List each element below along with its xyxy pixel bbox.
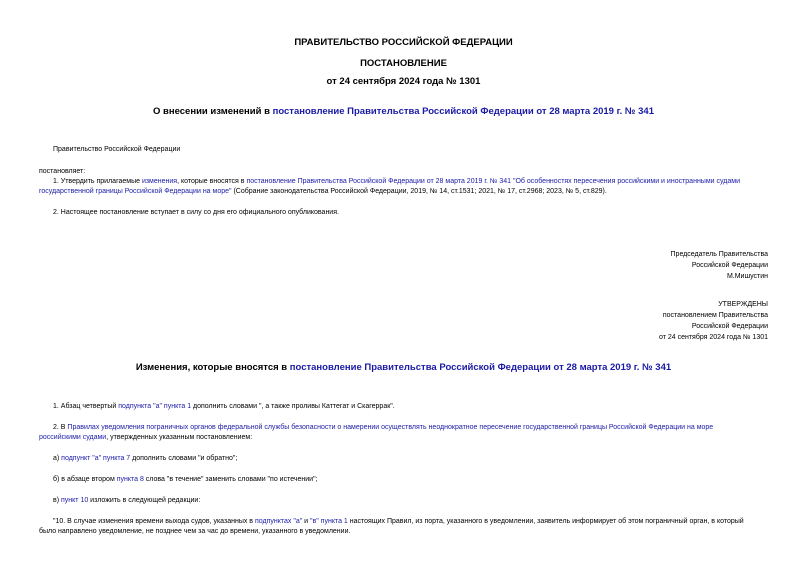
approved-date: от 24 сентября 2024 года № 1301 bbox=[658, 334, 768, 341]
paragraph-1-cont bbox=[39, 187, 768, 197]
document-date-number: от 24 сентября 2024 года № 1301 bbox=[326, 76, 481, 87]
c2-text-a: 2. В bbox=[53, 424, 68, 431]
c6-text-b: и bbox=[302, 518, 311, 525]
approved-label: УТВЕРЖДЕНЫ bbox=[718, 301, 768, 308]
resolution-341-link-cont[interactable]: государственной границы Российской Федерации на море" bbox=[39, 188, 232, 195]
c1-text-b: дополнить словами ", а также проливы Каттегат и Скагеррак". bbox=[191, 403, 395, 410]
paragraph-1 bbox=[53, 177, 768, 187]
p1-text-c: (Собрание законодательства Российской Федерации, 2019, № 14, ст.1531; 2021, № 17, ст.2968; 2023, № 5, ст.829). bbox=[231, 188, 607, 195]
change-2 bbox=[53, 423, 768, 433]
resolves-label: постановляет: bbox=[39, 168, 86, 175]
changes-title-link[interactable]: постановление Правительства Российской Федерации от 28 марта 2019 г. № 341 bbox=[289, 362, 672, 373]
signature-name: М.Мишустин bbox=[726, 273, 768, 280]
title-link[interactable]: постановление Правительства Российской Федерации от 28 марта 2019 г. № 341 bbox=[272, 106, 654, 117]
change-4 bbox=[53, 475, 318, 485]
subpoint-v-point-1-link[interactable]: "в" пункта 1 bbox=[310, 518, 348, 525]
title-prefix: О внесении изменений в bbox=[153, 106, 273, 117]
p1-text-b: , которые вносятся в bbox=[177, 178, 247, 185]
resolution-341-link[interactable]: постановление Правительства Российской Федерации от 28 марта 2019 г. № 341 "Об особенностях пересечения российскими и иностранными судами bbox=[246, 178, 740, 185]
changes-title bbox=[0, 362, 807, 373]
document-type: ПОСТАНОВЛЕНИЕ bbox=[360, 58, 447, 69]
change-6 bbox=[53, 517, 768, 527]
c4-text-a: б) в абзаце втором bbox=[53, 476, 117, 483]
change-1 bbox=[53, 402, 395, 412]
signature-org: Российской Федерации bbox=[691, 262, 768, 269]
change-5 bbox=[53, 496, 200, 506]
issuer: Правительство Российской Федерации bbox=[53, 146, 181, 153]
c5-text-b: изложить в следующей редакции: bbox=[88, 497, 201, 504]
c2-text-b: , утвержденных указанным постановлением: bbox=[106, 434, 253, 441]
c3-text-b: дополнить словами "и обратно"; bbox=[130, 455, 238, 462]
c1-text-a: 1. Абзац четвертый bbox=[53, 403, 119, 410]
approved-org: Российской Федерации bbox=[691, 323, 768, 330]
rules-link-cont[interactable]: российскими судами bbox=[39, 434, 107, 441]
change-2-cont bbox=[39, 433, 252, 443]
c4-text-b: слова "в течение" заменить словами "по истечении"; bbox=[143, 476, 318, 483]
c5-text-a: в) bbox=[53, 497, 61, 504]
changes-title-prefix: Изменения, которые вносятся в bbox=[135, 362, 290, 373]
document-title bbox=[0, 106, 807, 117]
c3-text-a: а) bbox=[53, 455, 62, 462]
approved-by: постановлением Правительства bbox=[662, 312, 768, 319]
subpoints-a-link[interactable]: подпунктах "а" bbox=[254, 518, 303, 525]
subpoint-a-point-1-link[interactable]: подпункта "а" пункта 1 bbox=[118, 403, 192, 410]
c6-text-a: "10. В случае изменения времени выхода судов, указанных в bbox=[53, 518, 255, 525]
p1-text-a: 1. Утвердить прилагаемые bbox=[53, 178, 142, 185]
rules-link[interactable]: Правилах уведомления пограничных органов федеральной службы безопасности о намерении осуществлять неоднократное пересечение государственной границы Российской Федерации на море bbox=[67, 424, 714, 431]
paragraph-2: 2. Настоящее постановление вступает в силу со дня его официального опубликования. bbox=[53, 209, 339, 216]
change-6-cont: было направлено уведомление, не позднее чем за час до времени, указанного в уведомлении. bbox=[39, 528, 351, 535]
c6-text-c: настоящих Правил, из порта, указанного в уведомлении, заявитель информирует об этом пограничный орган, в который bbox=[347, 518, 744, 525]
signature-title: Председатель Правительства bbox=[670, 251, 768, 258]
signature-block bbox=[671, 249, 768, 282]
changes-link[interactable]: изменения bbox=[141, 178, 178, 185]
point-8-link[interactable]: пункта 8 bbox=[116, 476, 144, 483]
subpoint-a-point-7-link[interactable]: подпункт "а" пункта 7 bbox=[61, 455, 131, 462]
point-10-link[interactable]: пункт 10 bbox=[61, 497, 89, 504]
approved-block bbox=[659, 299, 768, 343]
change-3 bbox=[53, 454, 237, 464]
government-heading: ПРАВИТЕЛЬСТВО РОССИЙСКОЙ ФЕДЕРАЦИИ bbox=[294, 37, 513, 48]
